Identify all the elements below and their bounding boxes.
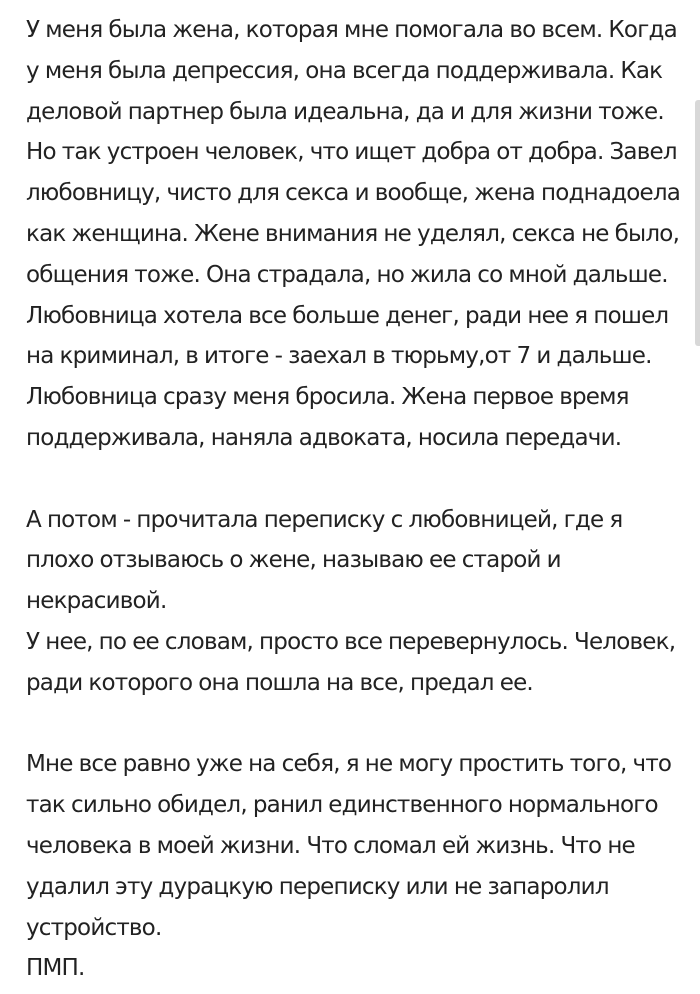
- text-line: Любовница сразу меня бросила. Жена первое время: [26, 384, 629, 411]
- text-line: А потом - прочитала переписку с любовницей, где я: [26, 506, 623, 533]
- text-line: на криминал, в итоге - заехал в тюрьму,от 7 и дальше.: [26, 343, 652, 370]
- paragraph-3: [26, 744, 696, 989]
- text-line: деловой партнер была идеальна, да и для жизни тоже.: [26, 98, 664, 125]
- text-line: Мне все равно уже на себя, я не могу простить того, что: [26, 751, 672, 778]
- text-line: поддерживала, наняла адвоката, носила передачи.: [26, 424, 622, 451]
- text-line: у меня была депрессия, она всегда поддерживала. Как: [26, 57, 663, 84]
- text-line: устройство.: [26, 914, 162, 941]
- text-line: как женщина. Жене внимания не уделял, секса не было,: [26, 220, 680, 247]
- text-line: ПМП.: [26, 955, 85, 982]
- paragraph-gap: [26, 704, 696, 745]
- text-line: У меня была жена, которая мне помогала во всем. Когда: [26, 17, 677, 43]
- post-text: [26, 10, 696, 989]
- text-line: некрасивой.: [26, 588, 167, 615]
- text-line: так сильно обидел, ранил единственного нормального: [26, 792, 658, 819]
- text-line: ради которого она пошла на все, предал ее.: [26, 669, 533, 696]
- text-line: любовницу, чисто для секса и вообще, жена поднадоела: [26, 180, 681, 207]
- text-line: плохо отзываюсь о жене, называю ее старой и: [26, 547, 561, 574]
- paragraph-2: [26, 500, 696, 704]
- text-line: общения тоже. Она страдала, но жила со мной дальше.: [26, 261, 668, 288]
- text-line: У нее, по ее словам, просто все перевернулось. Человек,: [26, 628, 676, 655]
- text-line: удалил эту дурацкую переписку или не запаролил: [26, 873, 609, 900]
- paragraph-gap: [26, 459, 696, 500]
- text-line: человека в моей жизни. Что сломал ей жизнь. Что не: [26, 832, 635, 859]
- scrollbar-thumb[interactable]: [695, 100, 700, 346]
- text-line: Но так устроен человек, что ищет добра от добра. Завел: [26, 139, 677, 166]
- paragraph-1: [26, 10, 696, 459]
- text-line: Любовница хотела все больше денег, ради нее я пошел: [26, 302, 669, 329]
